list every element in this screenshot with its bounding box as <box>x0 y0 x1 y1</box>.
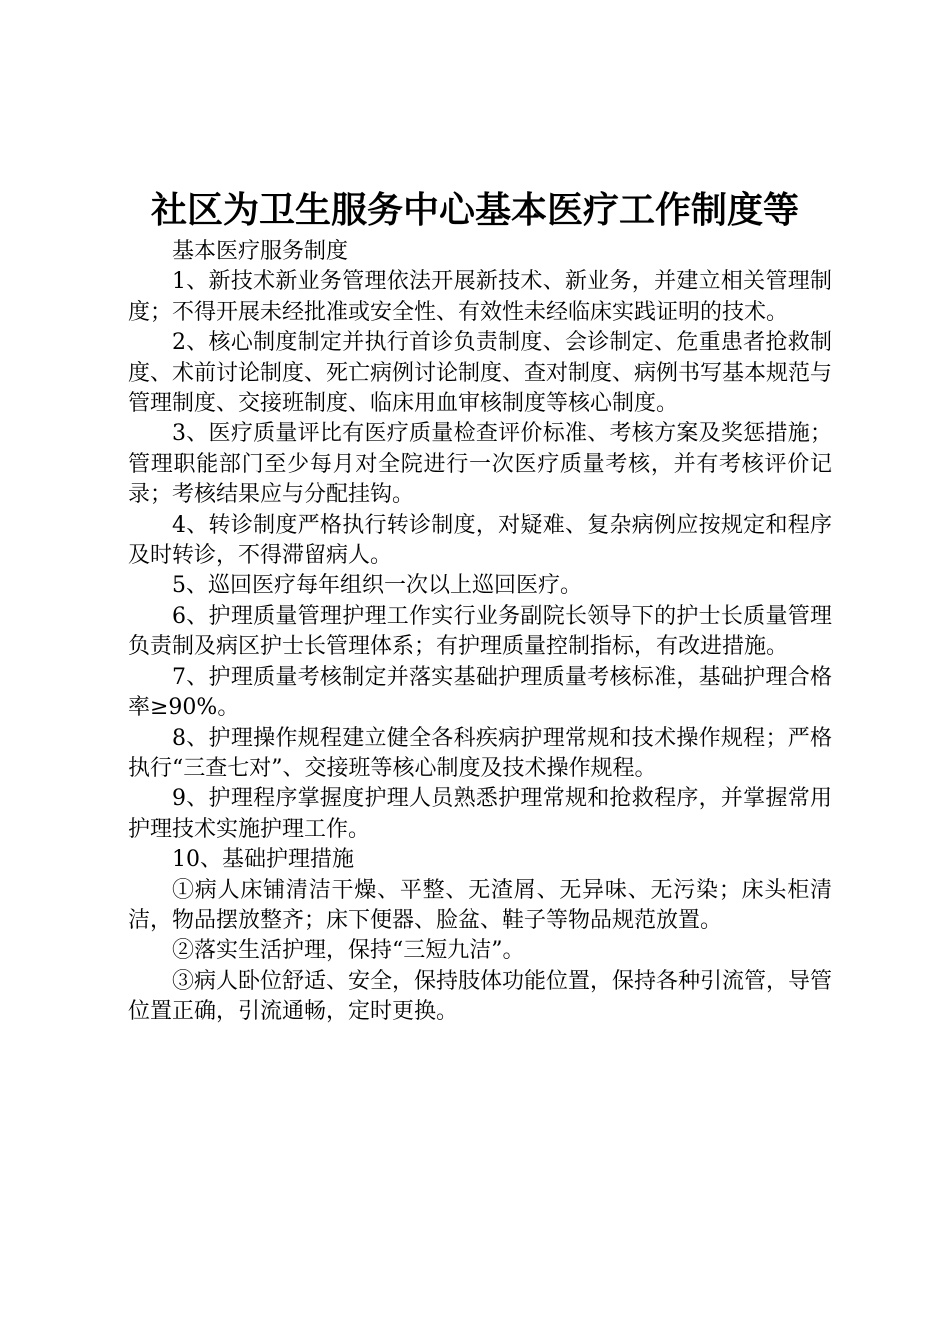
paragraph-item-8: 8、护理操作规程建立健全各科疾病护理常规和技术操作规程；严格执行“三查七对”、交接班等核心制度及技术操作规程。 <box>128 725 832 781</box>
document-title: 社区为卫生服务中心基本医疗工作制度等 <box>150 189 799 231</box>
paragraph-item-3: 3、医疗质量评比有医疗质量检查评价标准、考核方案及奖惩措施；管理职能部门至少每月对全院进行一次医疗质量考核，并有考核评价记录；考核结果应与分配挂钩。 <box>128 421 832 508</box>
paragraph-item-6: 6、护理质量管理护理工作实行业务副院长领导下的护士长质量管理负责制及病区护士长管理体系；有护理质量控制指标，有改进措施。 <box>128 603 832 660</box>
paragraph-item-5: 5、巡回医疗每年组织一次以上巡回医疗。 <box>172 573 582 599</box>
document-body <box>128 237 832 1028</box>
paragraph-item-10: 10、基础护理措施 <box>172 847 354 873</box>
paragraph-subitem-3: ③病人卧位舒适、安全，保持肢体功能位置，保持各种引流管，导管位置正确，引流通畅，定时更换。 <box>128 968 833 1025</box>
paragraph-subitem-2: ②落实生活护理，保持“三短九洁”。 <box>172 938 525 964</box>
paragraph-item-9: 9、护理程序掌握度护理人员熟悉护理常规和抢救程序，并掌握常用护理技术实施护理工作。 <box>128 786 832 842</box>
paragraph-subitem-1: ①病人床铺清洁干燥、平整、无渣屑、无异味、无污染；床头柜清洁，物品摆放整齐；床下便器、脸盆、鞋子等物品规范放置。 <box>128 877 832 933</box>
paragraph-item-7: 7、护理质量考核制定并落实基础护理质量考核标准，基础护理合格率≥90%。 <box>128 664 832 721</box>
paragraph-item-2: 2、核心制度制定并执行首诊负责制度、会诊制定、危重患者抢救制度、术前讨论制度、死亡病例讨论制度、查对制度、病例书写基本规范与管理制度、交接班制度、临床用血审核制度等核心制度。 <box>128 330 833 417</box>
paragraph-item-1: 1、新技术新业务管理依法开展新技术、新业务，并建立相关管理制度；不得开展未经批准或安全性、有效性未经临床实践证明的技术。 <box>128 269 832 325</box>
paragraph-section-heading: 基本医疗服务制度 <box>172 239 349 264</box>
paragraph-item-4: 4、转诊制度严格执行转诊制度，对疑难、复杂病例应按规定和程序及时转诊，不得滞留病人。 <box>128 512 832 569</box>
